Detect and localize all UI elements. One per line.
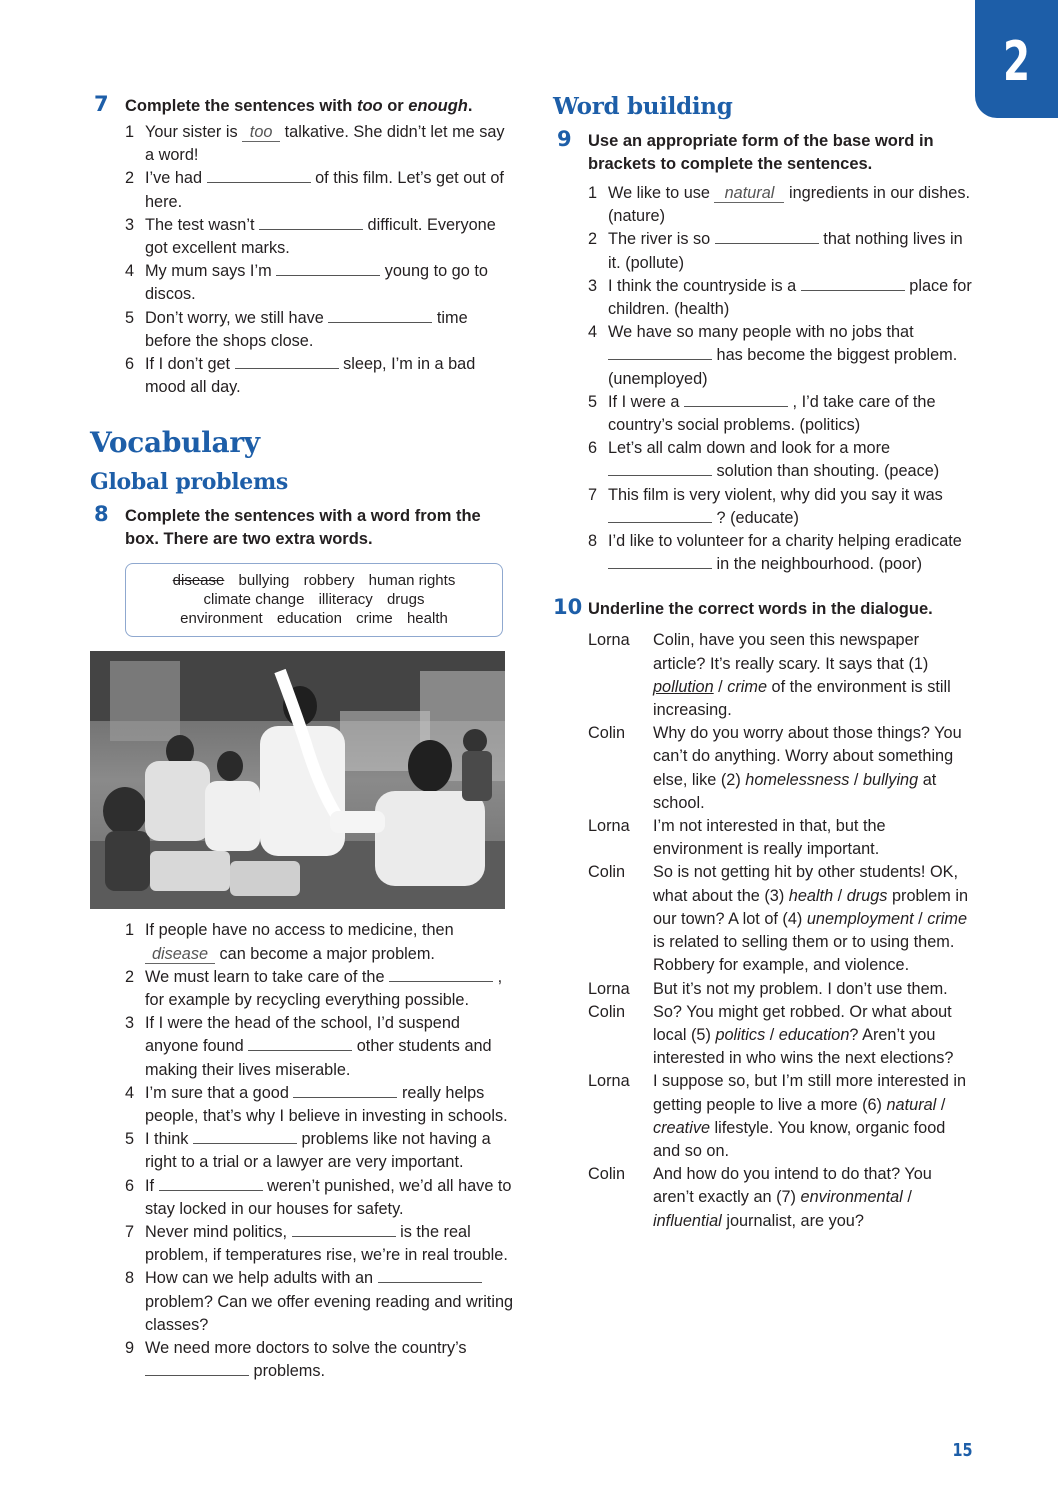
text-segment: of the environment is still increasing. xyxy=(653,677,951,720)
instruction-enough: enough xyxy=(408,97,468,115)
dialogue-text xyxy=(653,861,973,977)
dialogue-text xyxy=(653,978,973,1001)
item-text: ingredients in our dishes. (nature) xyxy=(608,184,971,226)
list-item xyxy=(588,484,973,530)
text-segment: I suppose so, but I’m still more interested in getting people to live a more (6) xyxy=(653,1072,967,1114)
item-text: talkative. She didn’t let me say a word! xyxy=(145,123,505,165)
instruction-too: too xyxy=(356,97,383,115)
dialogue-text xyxy=(653,815,973,861)
answer-blank[interactable] xyxy=(389,966,493,982)
item-text: weren’t punished, we’d all have to stay locked in our houses for safety. xyxy=(145,1176,512,1218)
item-text: ? (educate) xyxy=(712,508,799,527)
item-number: 5 xyxy=(125,308,135,327)
answer-blank[interactable] xyxy=(801,275,905,291)
item-text: difficult. Everyone got excellent marks. xyxy=(145,215,496,258)
answer-blank[interactable] xyxy=(293,1082,397,1098)
text-segment: I’m not interested in that, but the environment is really important. xyxy=(653,817,886,859)
list-item xyxy=(125,353,510,399)
list-item xyxy=(588,437,973,483)
dialogue-line xyxy=(588,815,973,861)
item-number: 8 xyxy=(588,532,598,551)
item-text: young to go to discos. xyxy=(145,262,488,304)
item-text: has become the biggest problem. (unemployed) xyxy=(608,346,958,388)
list-item xyxy=(588,228,973,274)
item-number: 3 xyxy=(125,1014,135,1033)
option[interactable]: crime xyxy=(927,909,968,928)
item-text: Don’t worry, we still have xyxy=(145,308,329,327)
text-segment: ? Aren’t you interested in who wins the next elections? xyxy=(653,1025,954,1068)
dialogue-text xyxy=(653,722,973,815)
item-number: 6 xyxy=(125,355,135,374)
item-number: 8 xyxy=(125,1269,135,1288)
item-number: 2 xyxy=(125,169,135,188)
item-text: How can we help adults with an xyxy=(145,1269,378,1288)
item-text: other students and making their lives miserable. xyxy=(145,1037,492,1079)
item-number: 7 xyxy=(588,485,598,504)
example-answer: natural xyxy=(714,185,784,203)
text-segment: So is not getting hit by other students! OK, what about the (3) xyxy=(653,863,958,905)
item-text: time before the shops close. xyxy=(145,308,468,350)
option-separator: / xyxy=(833,886,847,905)
item-text: We like to use xyxy=(608,184,715,202)
item-number: 2 xyxy=(588,230,598,249)
answer-blank[interactable] xyxy=(378,1267,482,1283)
word-box xyxy=(125,563,503,637)
instruction-or: or xyxy=(382,97,409,115)
list-item xyxy=(125,1221,515,1267)
vocabulary-heading: Vocabulary xyxy=(90,426,260,460)
speaker-name: Colin xyxy=(588,863,626,882)
answer-blank[interactable] xyxy=(608,507,712,523)
exercise-9-list xyxy=(553,182,973,576)
answer-blank[interactable] xyxy=(235,353,339,369)
word: health xyxy=(406,610,448,628)
list-item xyxy=(125,1175,515,1221)
item-text: I think xyxy=(145,1130,193,1149)
item-text: If I don’t get xyxy=(145,355,235,374)
item-text: We must learn to take care of the xyxy=(145,967,390,986)
word: climate change xyxy=(203,591,305,609)
text-segment: journalist, are you? xyxy=(721,1211,864,1230)
option[interactable]: natural xyxy=(886,1095,937,1114)
text-segment: But it’s not my problem. I don’t use them. xyxy=(653,979,948,998)
item-text: problems. xyxy=(249,1362,326,1381)
text-segment: And how do you intend to do that? You aren’t exactly an (7) xyxy=(653,1165,932,1207)
word: crime xyxy=(356,610,393,628)
dialogue-text xyxy=(653,629,973,722)
unit-tab xyxy=(975,0,1058,118)
dialogue xyxy=(553,629,973,1232)
item-number: 1 xyxy=(125,123,135,141)
dialogue-line xyxy=(588,722,973,815)
option-separator: / xyxy=(913,909,928,928)
list-item xyxy=(125,1082,515,1128)
item-number: 7 xyxy=(125,1223,135,1242)
item-text: really helps people, that’s why I believe in investing in schools. xyxy=(145,1083,508,1126)
option[interactable]: bullying xyxy=(862,770,919,789)
photo-volunteers-bandaging xyxy=(90,651,505,909)
item-text: I’d like to volunteer for a charity helping eradicate xyxy=(608,532,962,551)
exercise-8-list xyxy=(90,919,515,1383)
item-number: 4 xyxy=(125,1083,135,1102)
exercise-7-list xyxy=(90,121,510,399)
instruction-text: Complete the sentences with xyxy=(125,97,357,115)
word: human rights xyxy=(368,572,456,590)
list-item xyxy=(125,1267,515,1337)
text-segment: is related to selling them or to using them. Robbery for example, and violence. xyxy=(653,933,955,975)
exercise-number: 10 xyxy=(553,595,583,620)
list-item xyxy=(588,530,973,576)
list-item xyxy=(125,307,510,353)
option-separator: / xyxy=(849,770,863,789)
exercise-number: 9 xyxy=(557,127,572,151)
dialogue-line xyxy=(588,629,973,722)
instruction-text: Underline the correct words in the dialogue. xyxy=(588,600,933,619)
item-number: 4 xyxy=(125,262,135,281)
list-item xyxy=(588,321,973,391)
option-separator: / xyxy=(936,1095,946,1114)
item-text: solution than shouting. (peace) xyxy=(712,462,940,481)
option[interactable]: unemployment xyxy=(806,909,914,928)
global-problems-heading: Global problems xyxy=(90,469,289,496)
answer-blank[interactable] xyxy=(328,307,432,323)
speaker-name: Lorna xyxy=(588,817,630,836)
word-crossed-out: disease xyxy=(172,572,225,590)
text-segment: at school. xyxy=(653,770,937,812)
list-item xyxy=(125,167,510,213)
item-number: 1 xyxy=(125,921,135,940)
item-text: , for example by recycling everything possible. xyxy=(145,967,503,1010)
speaker-name: Colin xyxy=(588,1002,626,1021)
word: robbery xyxy=(303,572,355,590)
word-box-row xyxy=(130,609,498,628)
text-segment: Colin, have you seen this newspaper article? It’s really scary. It says that (1) xyxy=(653,631,929,673)
left-column xyxy=(90,92,515,1384)
answer-blank[interactable] xyxy=(207,167,311,183)
item-number: 1 xyxy=(588,184,598,202)
item-number: 5 xyxy=(588,392,598,411)
dialogue-text xyxy=(653,1163,973,1233)
answer-blank[interactable] xyxy=(608,553,712,569)
instruction-end: . xyxy=(467,97,473,115)
list-item xyxy=(125,1012,515,1082)
dialogue-text xyxy=(653,1070,973,1163)
item-text: If people have no access to medicine, then xyxy=(145,921,454,940)
list-item xyxy=(588,182,973,228)
item-text: sleep, I’m in a bad mood all day. xyxy=(145,355,476,397)
item-text: is the real problem, if temperatures rise, we’re in real trouble. xyxy=(145,1223,508,1265)
word-building-heading: Word building xyxy=(553,93,733,120)
word: environment xyxy=(180,610,263,628)
list-item xyxy=(588,391,973,437)
instruction-text: Complete the sentences with a word from the box. There are two extra words. xyxy=(125,507,481,549)
item-text: of this film. Let’s get out of here. xyxy=(145,169,504,211)
item-text: Let’s all calm down and look for a more xyxy=(608,439,891,458)
option[interactable]: environmental xyxy=(800,1188,903,1207)
exercise-9-instruction xyxy=(553,127,958,176)
list-item xyxy=(125,214,510,260)
page-number: 15 xyxy=(952,1440,973,1461)
list-item xyxy=(125,966,515,1012)
option-underlined[interactable]: pollution xyxy=(653,677,714,696)
word: education xyxy=(276,610,342,628)
option[interactable]: crime xyxy=(727,677,768,696)
item-text: problem? Can we offer evening reading and writing classes? xyxy=(145,1292,514,1334)
item-text: place for children. (health) xyxy=(608,276,972,319)
answer-blank[interactable] xyxy=(608,344,712,360)
item-text: I’m sure that a good xyxy=(145,1083,294,1102)
option[interactable]: education xyxy=(778,1025,850,1044)
dialogue-text xyxy=(653,1001,973,1071)
item-text: We need more doctors to solve the country’s xyxy=(145,1339,467,1358)
option-separator: / xyxy=(713,677,728,696)
instruction-text: Use an appropriate form of the base word in brackets to complete the sentences. xyxy=(588,132,934,173)
item-number: 4 xyxy=(588,323,598,342)
item-text: in the neighbourhood. (poor) xyxy=(712,555,922,574)
option[interactable]: influential xyxy=(653,1211,722,1230)
word-box-row xyxy=(130,590,498,609)
text-segment: problem in our town? A lot of (4) xyxy=(653,886,968,928)
item-number: 6 xyxy=(125,1176,135,1195)
dialogue-line xyxy=(588,1163,973,1233)
option[interactable]: homelessness xyxy=(745,770,850,789)
speaker-name: Colin xyxy=(588,724,626,743)
answer-blank[interactable] xyxy=(276,260,380,276)
item-text: Your sister is xyxy=(145,123,243,141)
list-item xyxy=(125,121,510,167)
word-box-row xyxy=(130,571,498,590)
item-text: Never mind politics, xyxy=(145,1223,292,1242)
text-segment: So? You might get robbed. Or what about local (5) xyxy=(653,1002,952,1044)
item-text: I’ve had xyxy=(145,169,207,188)
answer-blank[interactable] xyxy=(292,1221,396,1237)
option-separator: / xyxy=(765,1025,779,1044)
dialogue-line xyxy=(588,1001,973,1071)
speaker-name: Lorna xyxy=(588,631,630,650)
text-segment: Why do you worry about those things? You can’t do anything. Worry about something else, like (2) xyxy=(653,724,962,789)
speaker-name: Colin xyxy=(588,1165,626,1184)
dialogue-line xyxy=(588,978,973,1001)
word: illiteracy xyxy=(318,591,373,609)
item-text: I think the countryside is a xyxy=(608,276,801,295)
item-text: If I were the head of the school, I’d suspend anyone found xyxy=(145,1014,460,1056)
item-text: We have so many people with no jobs that xyxy=(608,323,914,342)
list-item xyxy=(588,275,973,321)
option[interactable]: creative xyxy=(653,1118,711,1137)
answer-blank[interactable] xyxy=(159,1175,263,1191)
unit-number: 2 xyxy=(1002,30,1031,93)
list-item xyxy=(125,1337,515,1383)
option[interactable]: drugs xyxy=(846,886,888,905)
answer-blank[interactable] xyxy=(193,1128,297,1144)
right-column xyxy=(553,95,973,1233)
speaker-name: Lorna xyxy=(588,979,630,998)
example-answer: too xyxy=(242,124,280,142)
example-answer: disease xyxy=(145,946,215,964)
exercise-10-instruction xyxy=(553,595,973,621)
answer-blank[interactable] xyxy=(145,1360,249,1376)
option[interactable]: politics xyxy=(715,1025,766,1044)
dialogue-line xyxy=(588,1070,973,1163)
item-number: 5 xyxy=(125,1130,135,1149)
exercise-7-instruction xyxy=(90,92,515,118)
exercise-number: 7 xyxy=(94,92,109,116)
list-item xyxy=(125,260,510,306)
option[interactable]: health xyxy=(788,886,834,905)
word: bullying xyxy=(238,572,290,590)
dialogue-line xyxy=(588,861,973,977)
item-text: The test wasn’t xyxy=(145,215,260,234)
item-text: problems like not having a right to a trial or a lawyer are very important. xyxy=(145,1130,491,1172)
item-text: This film is very violent, why did you say it was xyxy=(608,485,943,504)
item-number: 3 xyxy=(125,215,135,234)
word: drugs xyxy=(386,591,425,609)
option-separator: / xyxy=(902,1188,912,1207)
answer-blank[interactable] xyxy=(684,391,788,407)
exercise-8-instruction xyxy=(90,502,510,551)
item-number: 6 xyxy=(588,439,598,458)
item-number: 9 xyxy=(125,1339,135,1358)
item-text: If I were a xyxy=(608,392,685,411)
item-text: My mum says I’m xyxy=(145,262,277,281)
exercise-number: 8 xyxy=(94,502,109,527)
speaker-name: Lorna xyxy=(588,1072,630,1091)
item-number: 2 xyxy=(125,967,135,986)
answer-blank[interactable] xyxy=(608,460,712,476)
list-item xyxy=(125,1128,515,1174)
item-number: 3 xyxy=(588,276,598,295)
answer-blank[interactable] xyxy=(259,214,363,230)
item-text: , I’d take care of the country’s social problems. (politics) xyxy=(608,392,936,435)
item-text: If xyxy=(145,1176,159,1195)
photo-illustration xyxy=(90,651,505,909)
item-text: can become a major problem. xyxy=(215,944,435,963)
item-text: The river is so xyxy=(608,230,715,249)
answer-blank[interactable] xyxy=(715,228,819,244)
text-segment: lifestyle. You know, organic food and so on. xyxy=(653,1118,946,1160)
item-text: that nothing lives in it. (pollute) xyxy=(608,230,963,272)
list-item xyxy=(125,919,515,965)
answer-blank[interactable] xyxy=(248,1035,352,1051)
